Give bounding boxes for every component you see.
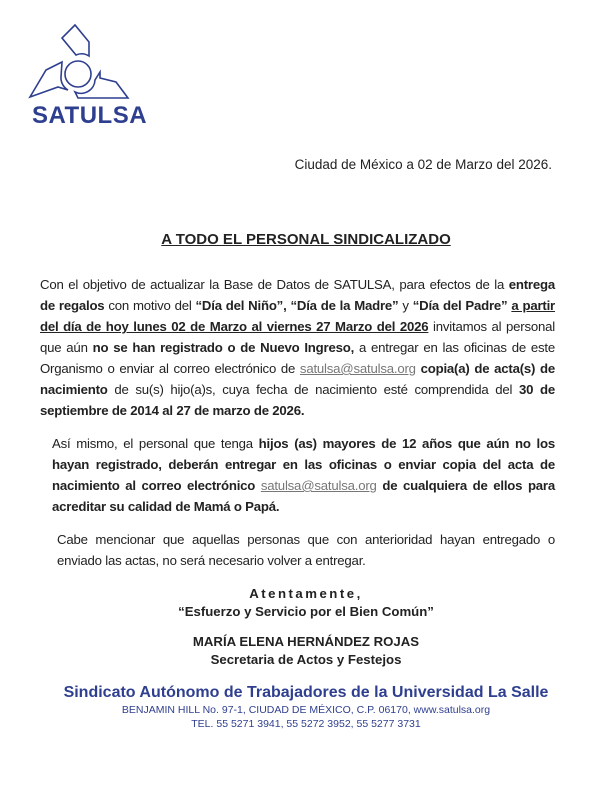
footer	[0, 683, 612, 739]
bold-text: de cualquiera de ellos para acreditar su calidad de Mamá o Papá.	[52, 478, 556, 514]
salutation: Atentamente,	[249, 586, 363, 601]
text: de su(s) hijo(a)s, cuya fecha de nacimiento esté comprendida del	[107, 382, 519, 397]
footer-phones: TEL. 55 5271 3941, 55 5272 3952, 55 5277 3731	[191, 718, 421, 730]
bold-text: copia(a) de acta(s) de nacimiento	[40, 361, 556, 397]
date-range-text: a partir del día de hoy lunes 02 de Marzo al viernes 27 Marzo del 2026	[40, 298, 555, 334]
bold-text: 30 de septiembre de 2014 al 27 de marzo de 2026.	[40, 382, 555, 418]
text: invitamos al personal que aún	[40, 319, 555, 355]
email-link[interactable]: satulsa@satulsa.org	[260, 478, 377, 493]
letter-title: A TODO EL PERSONAL SINDICALIZADO	[161, 231, 451, 248]
footer-org: Sindicato Autónomo de Trabajadores de la Universidad La Salle	[63, 684, 549, 701]
footer-address: BENJAMIN HILL No. 97-1, CIUDAD DE MÉXICO, C.P. 06170, www.satulsa.org	[121, 704, 491, 716]
letter-date: Ciudad de México a 02 de Marzo del 2026.	[294, 157, 552, 172]
body-paragraph-2	[52, 433, 555, 517]
signer-role: Secretaria de Actos y Festejos	[210, 652, 402, 667]
signature	[0, 633, 612, 669]
signer-name: MARÍA ELENA HERNÁNDEZ ROJAS	[192, 634, 420, 649]
motto: “Esfuerzo y Servicio por el Bien Común”	[178, 604, 434, 619]
body-paragraph-3: Cabe mencionar que aquellas personas que con anterioridad hayan entregado o enviado las actas, no será necesario volver a entregar.	[57, 532, 555, 568]
body-paragraph-1	[40, 274, 555, 421]
bold-text: “Día del Niño”, “Día de la Madre”	[195, 298, 399, 313]
text: Así mismo, el personal que tenga	[52, 436, 259, 451]
bold-text: no se han registrado o de Nuevo Ingreso,	[92, 340, 355, 355]
text: con motivo del	[104, 298, 196, 313]
bold-text: entrega de regalos	[40, 277, 555, 313]
bold-text: “Día del Padre”	[412, 298, 508, 313]
closing	[0, 585, 612, 621]
email-link[interactable]: satulsa@satulsa.org	[299, 361, 416, 376]
text: a entregar en las oficinas de este Organismo o enviar al correo electrónico de	[40, 340, 556, 376]
logo-text: SATULSA	[32, 102, 148, 129]
text: Con el objetivo de actualizar la Base de Datos de SATULSA, para efectos de la	[40, 277, 509, 292]
text: y	[398, 298, 413, 313]
bold-text: hijos (as) mayores de 12 años que aún no los hayan registrado, deberán entregar en las oficinas o enviar copia del acta de nacimiento al correo electrónico	[52, 436, 555, 493]
